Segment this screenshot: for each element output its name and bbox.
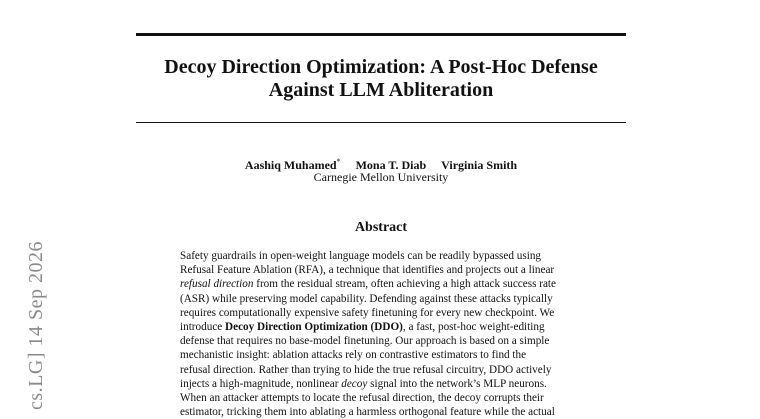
abstract-line: [180, 377, 584, 391]
abstract-text: When an attacker attempts to locate the refusal direction, the decoy corrupts their: [180, 392, 544, 405]
author-name: Virginia Smith: [441, 158, 518, 172]
abstract-text: mechanistic insight: ablation attacks rely on contrastive estimators to find the: [180, 349, 527, 362]
abstract-text: estimator, tricking them into ablating a harmless orthogonal feature while the actual: [180, 406, 555, 419]
abstract-text: signal into the network’s MLP neurons.: [367, 377, 547, 390]
strong-text: Decoy Direction Optimization (DDO): [225, 321, 403, 334]
abstract-line: [180, 348, 584, 362]
abstract-line: [180, 249, 584, 263]
abstract-line: [180, 306, 584, 320]
abstract-line: [180, 277, 584, 291]
abstract-text: injects a high-magnitude, nonlinear: [180, 377, 342, 390]
author-name: Aashiq Muhamed: [244, 158, 337, 172]
abstract-text: (ASR) while preserving model capability. Defending against these attacks typically: [180, 292, 553, 305]
abstract-line: [180, 292, 584, 306]
title-line: Against LLM Abliteration: [268, 79, 494, 101]
author-name: Mona T. Diab: [355, 158, 427, 172]
abstract-text: introduce: [180, 321, 226, 334]
abstract-line: [180, 405, 584, 419]
title-line: Decoy Direction Optimization: A Post-Hoc Defense: [164, 56, 598, 78]
abstract-text: requires computationally expensive safety finetuning for every new checkpoint. We: [180, 306, 555, 319]
title-bottom-rule: [136, 122, 626, 123]
abstract-text: from the residual stream, often achieving a high attack success rate: [253, 278, 557, 291]
arxiv-stamp: cs.LG] 14 Sep 2026: [25, 241, 47, 410]
abstract-text: , a fast, post-hoc weight-editing: [402, 321, 545, 334]
abstract-line: [180, 334, 584, 348]
abstract-text: refusal direction. Rather than trying to hide the true refusal circuitry, DDO actively: [180, 363, 552, 376]
author-footnote-mark: *: [336, 157, 341, 166]
abstract-text: Refusal Feature Ablation (RFA), a technique that identifies and projects out a linear: [180, 264, 555, 277]
abstract-heading: Abstract: [354, 220, 408, 235]
emphasis-text: decoy: [341, 377, 368, 390]
title-top-rule: [136, 33, 626, 36]
abstract-text: defense that requires no base-model finetuning. Our approach is based on a simple: [180, 335, 550, 348]
emphasis-text: refusal direction: [180, 278, 254, 291]
abstract-line: [180, 263, 584, 277]
abstract-body: [180, 249, 584, 419]
abstract-line: [180, 320, 584, 334]
abstract-line: [180, 363, 584, 377]
paper-title: [136, 56, 626, 102]
abstract-line: [180, 391, 584, 405]
affiliation: Carnegie Mellon University: [313, 170, 449, 184]
abstract-text: Safety guardrails in open-weight language models can be readily bypassed using: [180, 250, 542, 262]
